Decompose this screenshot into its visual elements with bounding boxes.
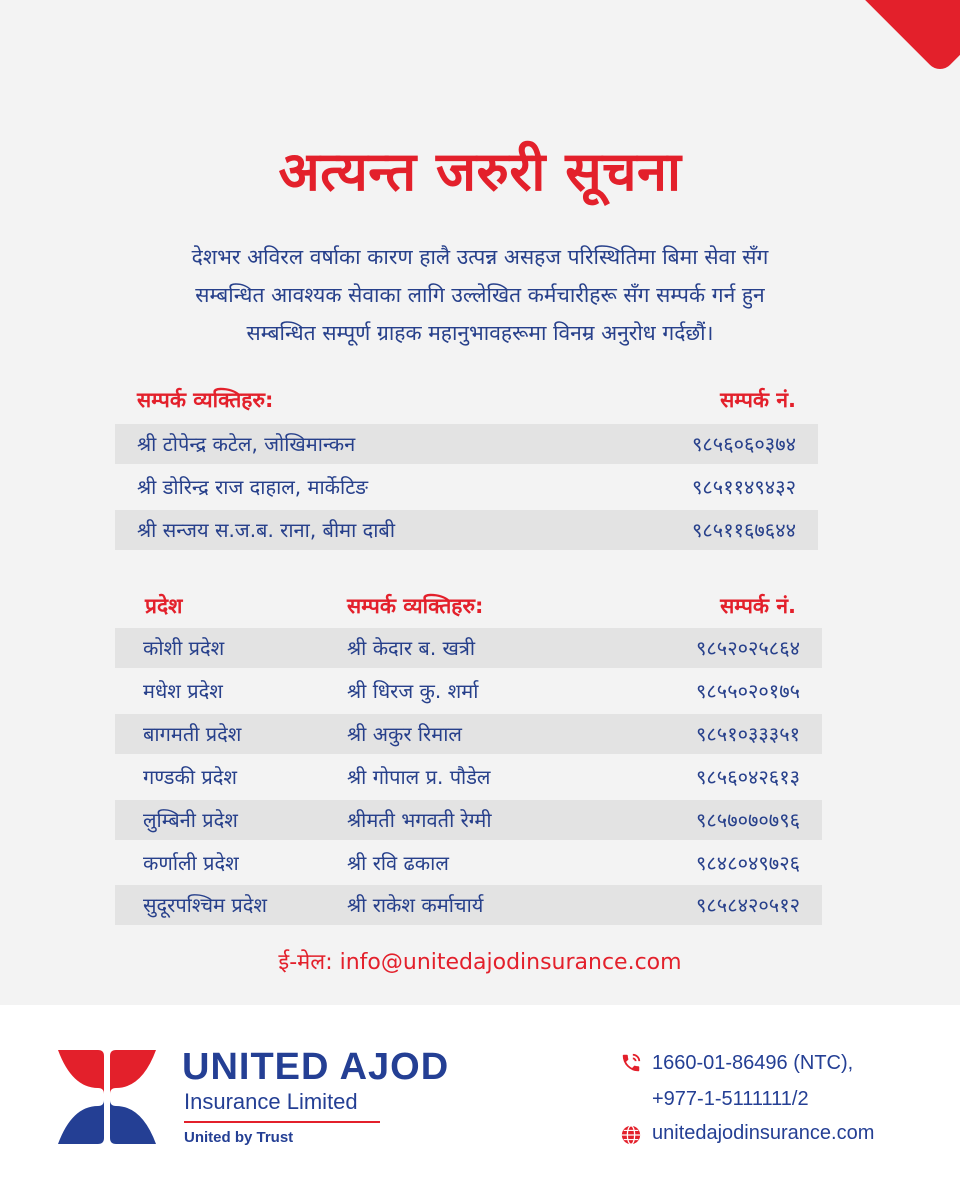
province-name: बागमती प्रदेश xyxy=(143,722,242,746)
contact-row xyxy=(115,510,818,550)
province-header-number: सम्पर्क नं. xyxy=(720,594,796,618)
province-name: गण्डकी प्रदेश xyxy=(143,765,237,789)
page-title: अत्यन्त जरुरी सूचना xyxy=(278,140,682,203)
contact-number: ९८५११४९४३२ xyxy=(692,475,796,499)
province-number: ९८५१०३३३५१ xyxy=(696,722,800,746)
brand-divider xyxy=(184,1121,380,1123)
province-name: कोशी प्रदेश xyxy=(143,636,225,660)
corner-decoration xyxy=(855,0,960,75)
phone-number-alt[interactable]: +977-1-5111111/2 xyxy=(652,1088,809,1110)
province-row xyxy=(115,714,822,754)
province-number: ९८५६०४२६१३ xyxy=(696,765,800,789)
province-number: ९८४८०४९७२६ xyxy=(696,851,800,875)
province-row xyxy=(115,885,822,925)
province-row xyxy=(115,671,822,711)
province-row xyxy=(115,843,822,883)
province-person: श्री अकुर रिमाल xyxy=(347,722,462,746)
province-header-person: सम्पर्क व्यक्तिहरु: xyxy=(347,594,484,618)
province-person: श्री धिरज कु. शर्मा xyxy=(347,679,479,703)
province-number: ९८५८४२०५१२ xyxy=(696,893,800,917)
contact-name: श्री सन्जय स.ज.ब. राना, बीमा दाबी xyxy=(137,518,396,542)
brand-name: UNITED AJOD xyxy=(182,1046,450,1088)
province-person: श्रीमती भगवती रेग्मी xyxy=(347,808,492,832)
intro-line: देशभर अविरल वर्षाका कारण हालै उत्पन्न असहज परिस्थितिमा बिमा सेवा सँग xyxy=(191,245,769,269)
intro-line: सम्बन्धित आवश्यक सेवाका लागि उल्लेखित कर्मचारीहरू सँग सम्पर्क गर्न हुन xyxy=(195,283,765,307)
province-person: श्री राकेश कर्माचार्य xyxy=(347,893,484,917)
province-number: ९८५७०७०७९६ xyxy=(696,808,800,832)
province-row xyxy=(115,800,822,840)
province-name: लुम्बिनी प्रदेश xyxy=(143,808,238,832)
province-name: सुदूरपश्चिम प्रदेश xyxy=(143,893,267,917)
province-row xyxy=(115,757,822,797)
contact-row xyxy=(115,467,818,507)
contacts-header-number: सम्पर्क नं. xyxy=(720,388,796,412)
intro-paragraph xyxy=(80,238,880,352)
contact-number: ९८५६०६०३७४ xyxy=(692,432,796,456)
globe-icon xyxy=(620,1124,642,1146)
brand-tagline: United by Trust xyxy=(184,1129,294,1146)
brand-subtitle: Insurance Limited xyxy=(184,1089,358,1114)
phone-icon xyxy=(620,1052,642,1074)
intro-line: सम्बन्धित सम्पूर्ण ग्राहक महानुभावहरूमा विनम्र अनुरोध गर्दछौं। xyxy=(246,321,714,345)
contact-name: श्री टोपेन्द्र कटेल, जोखिमान्कन xyxy=(137,432,356,456)
province-number: ९८५५०२०१७५ xyxy=(696,679,800,703)
email-link[interactable]: ई-मेल: info@unitedajodinsurance.com xyxy=(278,950,682,975)
contact-name: श्री डोरिन्द्र राज दाहाल, मार्केटिङ xyxy=(137,475,369,499)
united-ajod-logo-icon xyxy=(58,1048,156,1146)
province-name: कर्णाली प्रदेश xyxy=(143,851,239,875)
province-person: श्री गोपाल प्र. पौडेल xyxy=(347,765,491,789)
province-header-province: प्रदेश xyxy=(145,594,183,618)
contacts-header-person: सम्पर्क व्यक्तिहरु: xyxy=(137,388,274,412)
contact-number: ९८५११६७६४४ xyxy=(692,518,796,542)
province-number: ९८५२०२५८६४ xyxy=(696,636,800,660)
phone-number[interactable]: 1660-01-86496 (NTC), xyxy=(652,1052,854,1074)
province-person: श्री रवि ढकाल xyxy=(347,851,449,875)
province-name: मधेश प्रदेश xyxy=(143,679,223,703)
province-person: श्री केदार ब. खत्री xyxy=(347,636,476,660)
website-link[interactable]: unitedajodinsurance.com xyxy=(652,1122,875,1144)
contact-row xyxy=(115,424,818,464)
province-row xyxy=(115,628,822,668)
